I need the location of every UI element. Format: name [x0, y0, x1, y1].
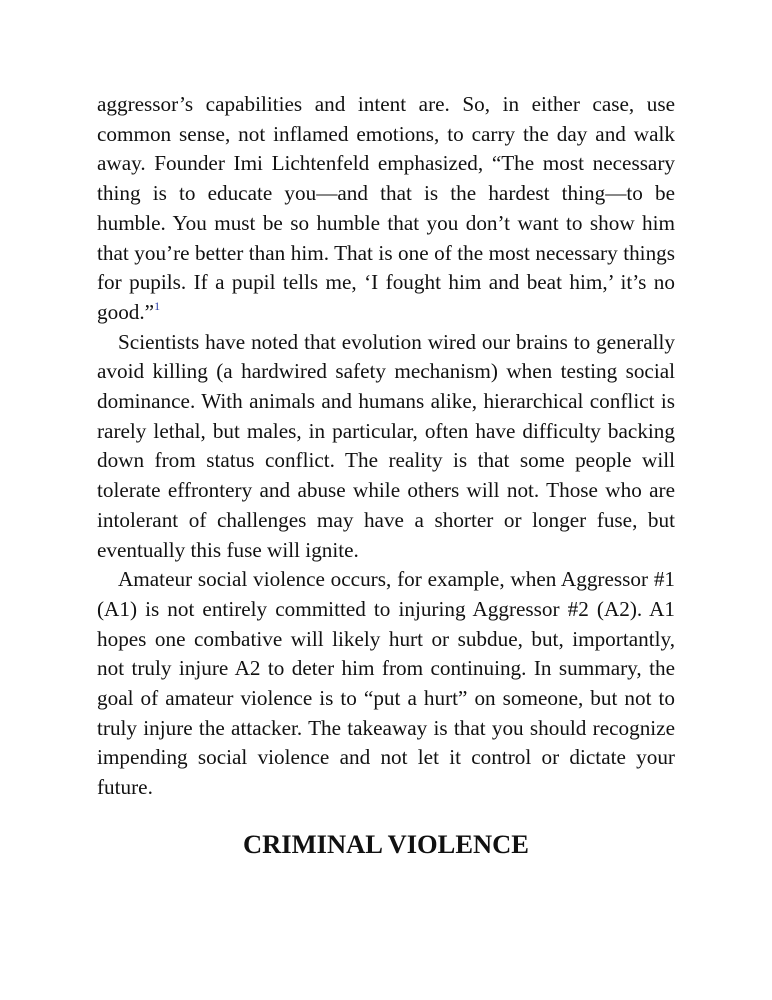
section-heading: CRIMINAL VIOLENCE [243, 828, 529, 859]
paragraph-1-text: aggressor’s capabilities and intent are. So, in either case, use common sense, not inflamed emotions, to carry the day and walk away. Founder Imi Lichtenfeld emphasized, “The most necessary thing is to educate you—and that is the hardest thing—to be humble. You must be so humble that you don’t want to show him that you’re better than him. That is one of the most necessary things for pupils. If a pupil tells me, ‘I fought him and beat him,’ it’s no good.” [97, 92, 675, 324]
paragraph-2: Scientists have noted that evolution wired our brains to generally avoid killing (a hardwired safety mechanism) when testing social dominance. With animals and humans alike, hierarchical conflict is rarely lethal, but males, in particular, often have difficulty backing down from status conflict. The reality is that some people will tolerate effrontery and abuse while others will not. Those who are intolerant of challenges may have a shorter or longer fuse, but eventually this fuse will ignite. [97, 329, 675, 562]
paragraph-3: Amateur social violence occurs, for example, when Aggressor #1 (A1) is not entirely committed to injuring Aggressor #2 (A2). A1 hopes one combative will likely hurt or subdue, but, importantly, not truly injure A2 to deter him from continuing. In summary, the goal of amateur violence is to “put a hurt” on someone, but not to truly injure the attacker. The takeaway is that you should recognize impending social violence and not let it control or dictate your future. [97, 567, 675, 800]
paragraph-1 [97, 90, 675, 328]
footnote-marker[interactable]: 1 [154, 298, 161, 313]
